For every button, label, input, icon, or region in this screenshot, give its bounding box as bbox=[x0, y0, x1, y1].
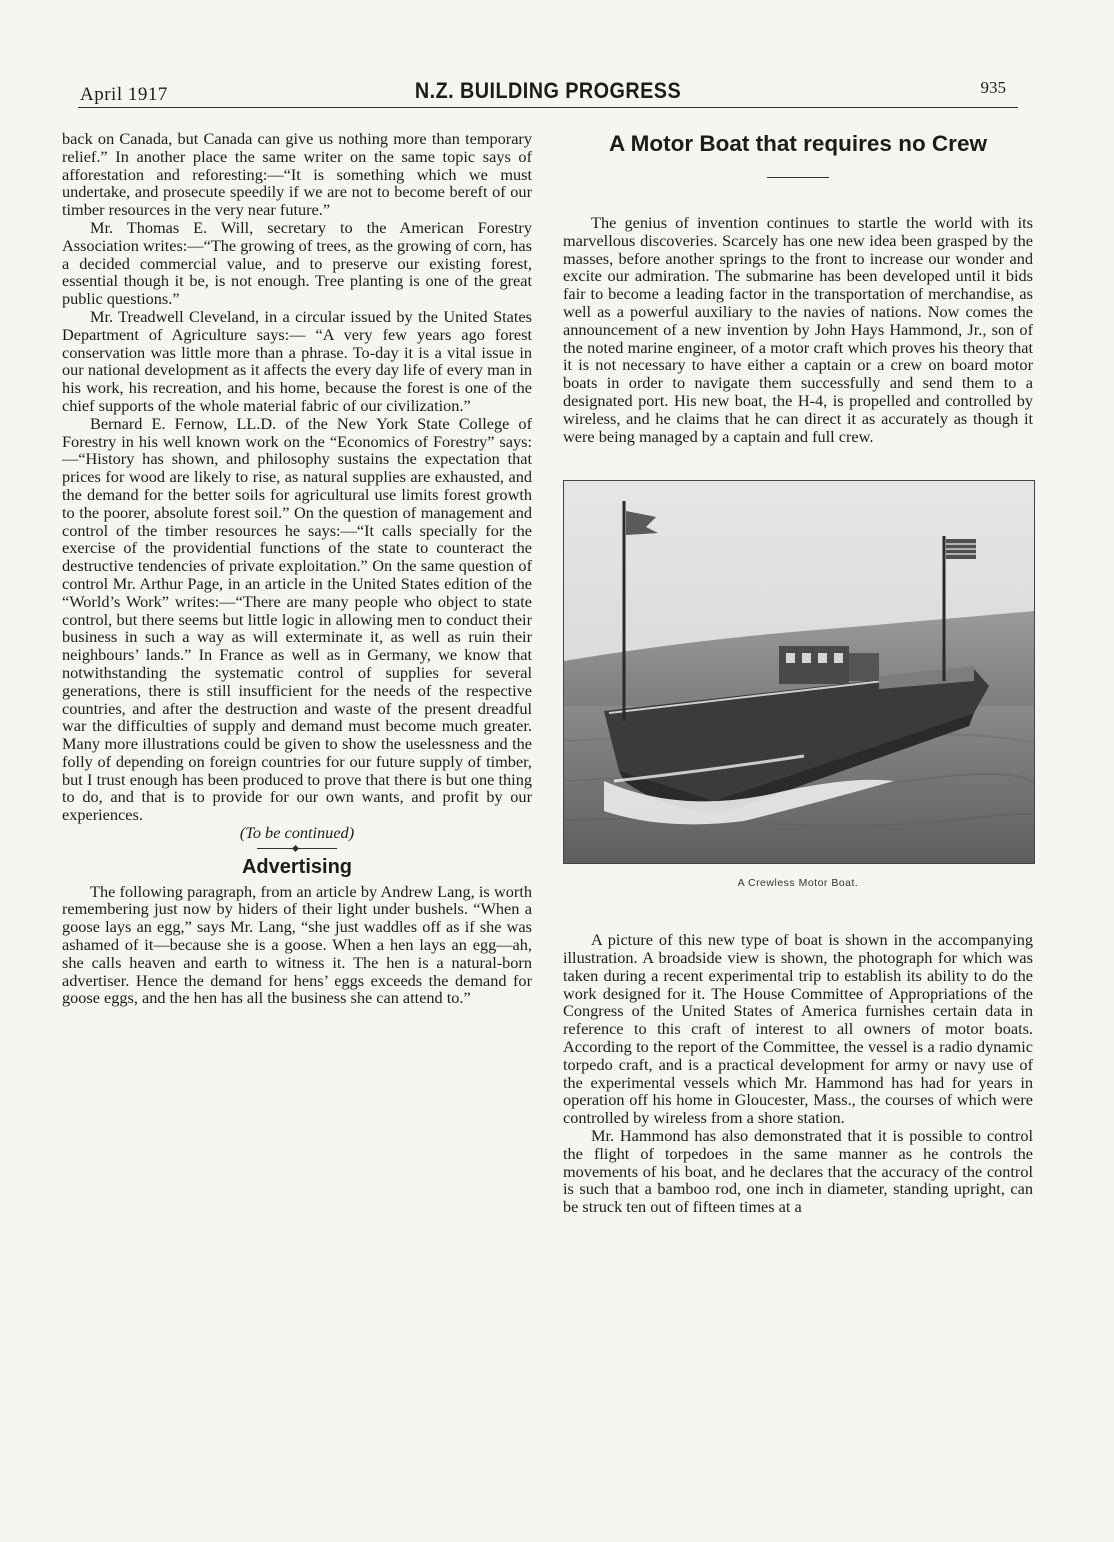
to-be-continued-note: (To be continued) bbox=[239, 823, 355, 843]
paragraph: Bernard E. Fernow, LL.D. of the New York State College of Forestry in his well known work on the “Economics of Forestry” says:—“History has shown, and philosophy sustains the expectation that prices for wood are likely to rise, as natural supplies are exhausted, and the demand for the better soils for agricultural use limits forest growth to the poorer, absolute forest soil.” On the question of management and control of the timber resources he says:—“It calls specially for the exercise of the providential functions of the state to counteract the destructive tendencies of private exploitation.” On the same question of control Mr. Arthur Page, in an article in the United States edition of the “World’s Work” writes:—“There are many people who object to state control, but there seems but little logic in allowing men to conduct their business in such a way as will exterminate it, as well as ruin their neighbours’ lands.” In France as well as in Germany, we know that notwithstanding the systematic control of supplies for several generations, there is still insufficient for the needs of the respective countries, and after the destruction and waste of the present dreadful war the difficulties of supply and demand must become much greater. Many more illustrations could be given to show the uselessness and the folly of depending on foreign countries for our future supply of timber, but I trust enough has been produced to prove that there is but one thing to do, and that is to provide for our own wants, and profit by our experiences. bbox=[62, 413, 532, 825]
page-header bbox=[78, 74, 1018, 108]
motor-boat-illustration bbox=[564, 481, 1034, 863]
page-number: 935 bbox=[980, 78, 1006, 97]
issue-date: April 1917 bbox=[80, 84, 168, 105]
paragraph: Mr. Thomas E. Will, secretary to the American Forestry Association writes:—“The growing of trees, as the growing of corn, has a decided commercial value, and to preserve our existing forest, essential though it be, is not enough. Tree planting is one of the great public questions.” bbox=[62, 217, 532, 309]
paragraph: back on Canada, but Canada can give us nothing more than temporary relief.” In another place the same writer on the same topic says of afforestation and reforesting:—“It is something which we must undertake, and prosecute speedily if we are not to become bereft of our timber resources in the very near future.” bbox=[62, 129, 532, 220]
article-title: A Motor Boat that requires no Crew bbox=[609, 131, 987, 156]
paragraph: Mr. Treadwell Cleveland, in a circular issued by the United States Department of Agriculture says:— “A very few years ago forest conservation was little more than a phrase. To-day it is a vital issue in our national development as it affects the every day life of every man in his work, his recreation, and his home, because the forest is one of the chief supports of the whole material fabric of our civilization.” bbox=[62, 306, 532, 415]
title-rule bbox=[767, 177, 829, 178]
paragraph: Mr. Hammond has also demonstrated that it is possible to control the flight of torpedoes in the same manner as he controls the movements of his boat, and he declares that the accuracy of the control is such that a bamboo rod, one inch in diameter, standing upright, can be struck ten out of fifteen times at a bbox=[563, 1125, 1033, 1217]
motor-boat-photo bbox=[563, 480, 1035, 864]
advertising-heading: Advertising bbox=[241, 855, 353, 878]
publication-title: N.Z. BUILDING PROGRESS bbox=[414, 78, 682, 103]
paragraph: A picture of this new type of boat is shown in the accompanying illustration. A broadside view is shown, the photograph for which was taken during a recent experimental trip to establish its ability to do the work designed for it. The House Committee of Appropriations of the Congress of the United States of America furnishes certain data in reference to this craft of interest to all owners of motor boats. According to the report of the Committee, the vessel is a radio dynamic torpedo craft, and is a practical development for army or navy use of the experimental vessels which Mr. Hammond has had for years in operation off his home in Gloucester, Mass., the courses of which were controlled by wireless from a shore station. bbox=[563, 930, 1033, 1128]
section-divider bbox=[257, 848, 337, 849]
right-column bbox=[563, 130, 1033, 1216]
left-column bbox=[62, 130, 532, 1007]
header-rule bbox=[78, 107, 1018, 108]
photo-caption: A Crewless Motor Boat. bbox=[737, 877, 859, 890]
advertising-paragraph: The following paragraph, from an article by Andrew Lang, is worth remembering just now by hiders of their light under bushels. “When a goose lays an egg,” says Mr. Lang, “she just waddles off as if she was ashamed of it—because she is a goose. When a hen lays an egg—ah, she calls heaven and earth to witness it. The hen is a natural-born advertiser. Hence the demand for hens’ eggs exceeds the demand for goose eggs, and the hen has all the business she can attend to.” bbox=[62, 881, 532, 1008]
intro-paragraph: The genius of invention continues to startle the world with its marvellous discoveries. Scarcely has one new idea been grasped by the masses, before another springs to the front to increase our wonder and excite our admiration. The submarine has been developed until it bids fair to become a leading factor in the transportation of merchandise, as well as a powerful auxiliary to the navies of nations. Now comes the announcement of a new invention by John Hays Hammond, Jr., son of the noted marine engineer, of a motor craft which proves his theory that it is not necessary to have either a captain or a crew on board motor boats in order to navigate them successfully and send them to a designated port. His new boat, the H-4, is propelled and controlled by wireless, and he claims that he can direct it as accurately as though it were being managed by a captain and full crew. bbox=[563, 213, 1033, 446]
